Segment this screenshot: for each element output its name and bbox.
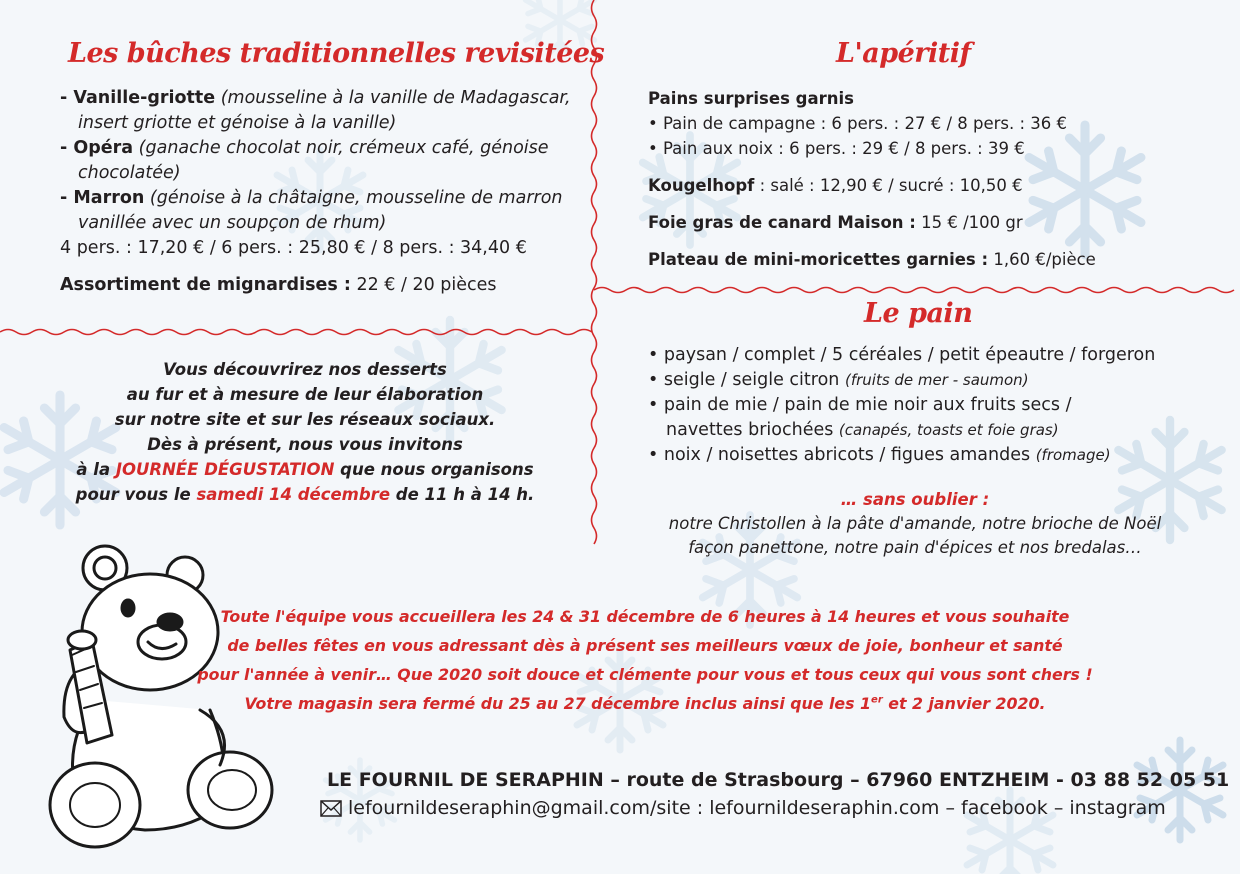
degustation-highlight: JOURNÉE DÉGUSTATION [115,460,335,479]
item-name: - Vanille-griotte [60,88,216,108]
pain-item: • Pain aux noix : 6 pers. : 29 € / 8 pers. : 39 € [648,139,1025,158]
aperitif-list [648,86,1096,272]
message-line: à la JOURNÉE DÉGUSTATION que nous organisons [76,460,534,479]
mignardises-label: Assortiment de mignardises : [60,275,351,295]
footer-address: LE FOURNIL DE SERAPHIN – route de Strasbourg – 67960 ENTZHEIM - 03 88 52 05 51 [327,769,1230,791]
desserts-message [40,357,570,507]
pain-line: • paysan / complet / 5 céréales / petit épeautre / forgeron [648,345,1156,365]
message-line: Toute l'équipe vous accueillera les 24 & 31 décembre de 6 heures à 14 heures et vous souhaite [220,607,1070,626]
pain-line: navettes briochées (canapés, toasts et foie gras) [666,420,1059,440]
plateau-price: 1,60 €/pièce [993,250,1096,269]
kougelhopf-label: Kougelhopf [648,176,755,195]
divider-horizontal-right [594,288,1234,293]
envelope-icon [320,797,342,825]
message-line: Vous découvrirez nos desserts [163,360,447,379]
sans-oublier-line: notre Christollen à la pâte d'amande, notre brioche de Noël [668,514,1162,533]
plateau-label: Plateau de mini-moricettes garnies : [648,250,989,269]
sans-oublier-heading: … sans oublier : [840,490,990,509]
sans-oublier-line: façon panettone, notre pain d'épices et nos bredalas… [688,538,1142,557]
pains-title: Pains surprises garnis [648,89,854,108]
pain-line: • seigle / seigle citron (fruits de mer - saumon) [648,370,1029,390]
kougelhopf-price: : salé : 12,90 € / sucré : 10,50 € [759,176,1023,195]
item-description: vanillée avec un soupçon de rhum) [78,213,387,233]
divider-horizontal-left [0,330,592,335]
item-description: insert griotte et génoise à la vanille) [78,113,397,133]
message-line: Dès à présent, nous vous invitons [147,435,463,454]
buches-title: Les bûches traditionnelles revisitées [68,38,605,69]
item-description: (mousseline à la vanille de Madagascar, [220,88,571,108]
pain-list [648,343,1155,468]
buches-list [60,86,571,298]
message-line: au fur et à mesure de leur élaboration [126,385,484,404]
sans-oublier-block [600,488,1230,560]
closing-notice: Votre magasin sera fermé du 25 au 27 décembre inclus ainsi que les 1er et 2 janvier 2020. [244,694,1046,713]
message-line: de belles fêtes en vous adressant dès à présent ses meilleurs vœux de joie, bonheur et santé [227,636,1063,655]
mignardises-price: 22 € / 20 pièces [356,275,497,295]
pain-line: • pain de mie / pain de mie noir aux fruits secs / [648,395,1072,415]
item-name: - Opéra [60,138,134,158]
message-line: sur notre site et sur les réseaux sociaux. [114,410,496,429]
footer-contact [320,794,1166,825]
aperitif-title: L'apéritif [836,38,971,69]
foie-gras-price: 15 € /100 gr [921,213,1023,232]
divider-vertical [592,0,597,544]
pain-line: • noix / noisettes abricots / figues amandes (fromage) [648,445,1111,465]
pain-title: Le pain [864,298,973,329]
contact-line: lefournildeseraphin@gmail.com/site : lefournildeseraphin.com – facebook – instagram [348,797,1166,819]
item-description: chocolatée) [78,163,181,183]
date-highlight: samedi 14 décembre [196,485,391,504]
pain-item: • Pain de campagne : 6 pers. : 27 € / 8 pers. : 36 € [648,114,1068,133]
buches-prices: 4 pers. : 17,20 € / 6 pers. : 25,80 € / 8 pers. : 34,40 € [60,238,527,258]
item-description: (ganache chocolat noir, crémeux café, génoise [138,138,549,158]
message-line: pour vous le samedi 14 décembre de 11 h à 14 h. [75,485,535,504]
item-name: - Marron [60,188,145,208]
foie-gras-label: Foie gras de canard Maison : [648,213,916,232]
message-line: pour l'année à venir… Que 2020 soit douce et clémente pour vous et tous ceux qui vous sont chers ! [197,665,1093,684]
team-message [190,602,1100,718]
item-description: (génoise à la châtaigne, mousseline de marron [149,188,563,208]
